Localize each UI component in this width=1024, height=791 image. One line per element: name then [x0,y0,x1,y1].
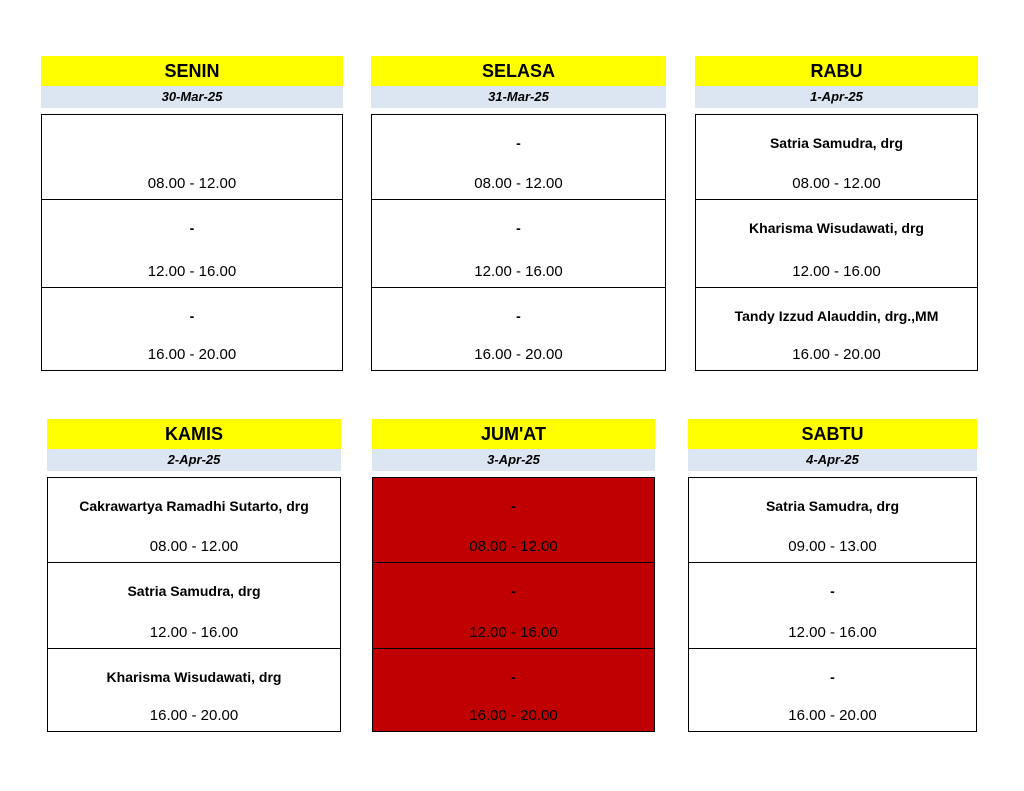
slot-time: 16.00 - 20.00 [474,346,563,363]
doctor-name: - [511,583,516,599]
schedule-slot [689,563,976,649]
day-name: SENIN [41,56,343,86]
doctor-name: - [516,135,521,151]
schedule-slot [48,563,340,649]
slot-time: 12.00 - 16.00 [788,624,877,641]
doctor-name: - [830,669,835,685]
day-name: SABTU [688,419,977,449]
slot-time: 08.00 - 12.00 [792,175,881,192]
doctor-name: - [189,220,195,236]
slot-time: 08.00 - 12.00 [147,175,237,192]
slot-time: 16.00 - 20.00 [469,707,558,724]
day-card-sabtu [688,419,977,732]
schedule-slot [42,200,342,288]
slot-time: 08.00 - 12.00 [474,175,563,192]
doctor-name: - [511,669,516,685]
doctor-name: Satria Samudra, drg [127,583,261,599]
day-name: RABU [695,56,978,86]
doctor-name: Satria Samudra, drg [769,135,904,151]
schedule-slot [42,115,342,200]
doctor-name: - [189,308,195,324]
schedule-slot [48,478,340,563]
schedule-slot [372,115,665,200]
slot-time: 16.00 - 20.00 [149,707,239,724]
day-date: 30-Mar-25 [41,86,343,108]
doctor-name: Kharisma Wisudawati, drg [106,669,282,685]
slot-time: 16.00 - 20.00 [792,346,881,363]
slot-time: 16.00 - 20.00 [788,707,877,724]
slot-time: 12.00 - 16.00 [149,624,239,641]
slot-list [695,114,978,371]
slot-list [47,477,341,732]
doctor-name: - [516,220,521,236]
doctor-name: Cakrawartya Ramadhi Sutarto, drg [79,498,309,514]
schedule-slot [373,563,654,649]
slot-time: 12.00 - 16.00 [474,263,563,280]
slot-time: 09.00 - 13.00 [788,538,877,555]
slot-time: 12.00 - 16.00 [469,624,558,641]
slot-time: 08.00 - 12.00 [469,538,558,555]
day-date: 31-Mar-25 [371,86,666,108]
schedule-slot [696,288,977,370]
day-name: SELASA [371,56,666,86]
day-date: 1-Apr-25 [695,86,978,108]
day-date: 2-Apr-25 [47,449,341,471]
doctor-name: - [511,498,516,514]
doctor-name: - [830,583,835,599]
schedule-slot [689,478,976,563]
doctor-name: Satria Samudra, drg [765,498,900,514]
schedule-slot [42,288,342,370]
doctor-name: Kharisma Wisudawati, drg [749,220,924,236]
slot-list [372,477,655,732]
schedule-slot [48,649,340,731]
day-card-jumat [372,419,655,732]
slot-time: 16.00 - 20.00 [147,346,237,363]
day-name: KAMIS [47,419,341,449]
slot-time: 08.00 - 12.00 [149,538,239,555]
schedule-slot [696,115,977,200]
schedule-slot [372,200,665,288]
slot-list [41,114,343,371]
doctor-name: - [516,308,521,324]
slot-time: 12.00 - 16.00 [792,263,881,280]
schedule-slot [373,649,654,731]
slot-list [688,477,977,732]
day-card-selasa [371,56,666,371]
schedule-slot [696,200,977,288]
day-date: 4-Apr-25 [688,449,977,471]
day-date: 3-Apr-25 [372,449,655,471]
doctor-name: Tandy Izzud Alauddin, drg.,MM [734,308,939,324]
day-card-rabu [695,56,978,371]
day-card-senin [41,56,343,371]
schedule-slot [372,288,665,370]
day-card-kamis [47,419,341,732]
slot-list [371,114,666,371]
slot-time: 12.00 - 16.00 [147,263,237,280]
schedule-slot [689,649,976,731]
schedule-slot [373,478,654,563]
day-name: JUM'AT [372,419,655,449]
